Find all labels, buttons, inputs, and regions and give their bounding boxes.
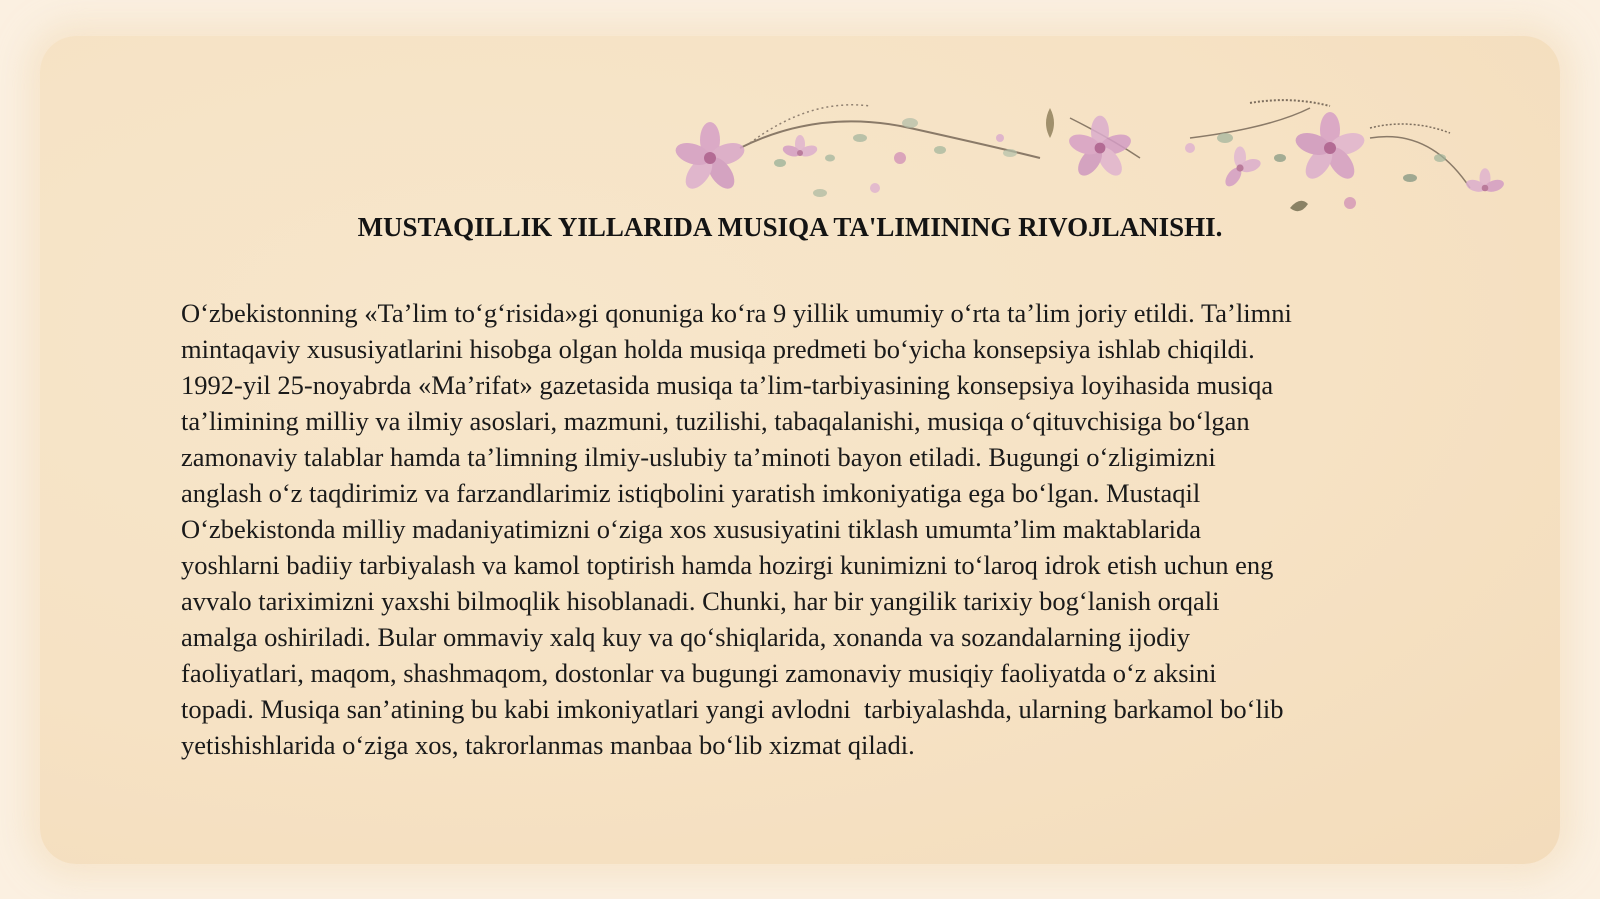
body-line: topadi. Musiqa san’atining bu kabi imkoniyatlari yangi avlodni tarbiyalashda, ularning barkamol bo‘lib [181, 694, 1284, 724]
body-line: mintaqaviy xususiyatlarini hisobga olgan holda musiqa predmeti bo‘yicha konsepsiya ishlab chiqildi. [181, 334, 1255, 364]
body-line: O‘zbekistonda milliy madaniyatimizni o‘ziga xos xususiyatini tiklash umumta’lim maktablarida [181, 514, 1202, 544]
body-line: anglash o‘z taqdirimiz va farzandlarimiz istiqbolini yaratish imkoniyatiga ega bo‘lgan. Mustaqil [181, 478, 1201, 508]
body-line: amalga oshiriladi. Bular ommaviy xalq kuy va qo‘shiqlarida, xonanda va sozandalarning ijodiy [181, 622, 1190, 652]
body-line: yoshlarni badiiy tarbiyalash va kamol toptirish hamda hozirgi kunimizni to‘laroq idrok etish uchun eng [181, 550, 1274, 580]
body-line: avvalo tariximizni yaxshi bilmoqlik hisoblanadi. Chunki, har bir yangilik tarixiy bog‘lanish orqali [181, 586, 1220, 616]
body-line: ta’limining milliy va ilmiy asoslari, mazmuni, tuzilishi, tabaqalanishi, musiqa o‘qituvchisiga bo‘lgan [181, 406, 1250, 436]
body-line: zamonaviy talablar hamda ta’limning ilmiy-uslubiy ta’minoti bayon etiladi. Bugungi o‘zligimizni [181, 442, 1216, 472]
body-line: O‘zbekistonning «Ta’lim to‘g‘risida»gi qonuniga ko‘ra 9 yillik umumiy o‘rta ta’lim joriy etildi. Ta’limni [181, 298, 1292, 328]
body-line: yetishishlarida o‘ziga xos, takrorlanmas manbaa bo‘lib xizmat qiladi. [181, 730, 915, 760]
slide-title: MUSTAQILLIK YILLARIDA MUSIQA TA'LIMINING RIVOJLANISHI. [357, 212, 1223, 242]
body-line: faoliyatlari, maqom, shashmaqom, dostonlar va bugungi zamonaviy musiqiy faoliyatda o‘z aksini [181, 658, 1217, 688]
body-line: 1992-yil 25-noyabrda «Ma’rifat» gazetasida musiqa ta’lim-tarbiyasining konsepsiya loyihasida musiqa [181, 370, 1274, 400]
body-paragraph [181, 295, 1446, 763]
